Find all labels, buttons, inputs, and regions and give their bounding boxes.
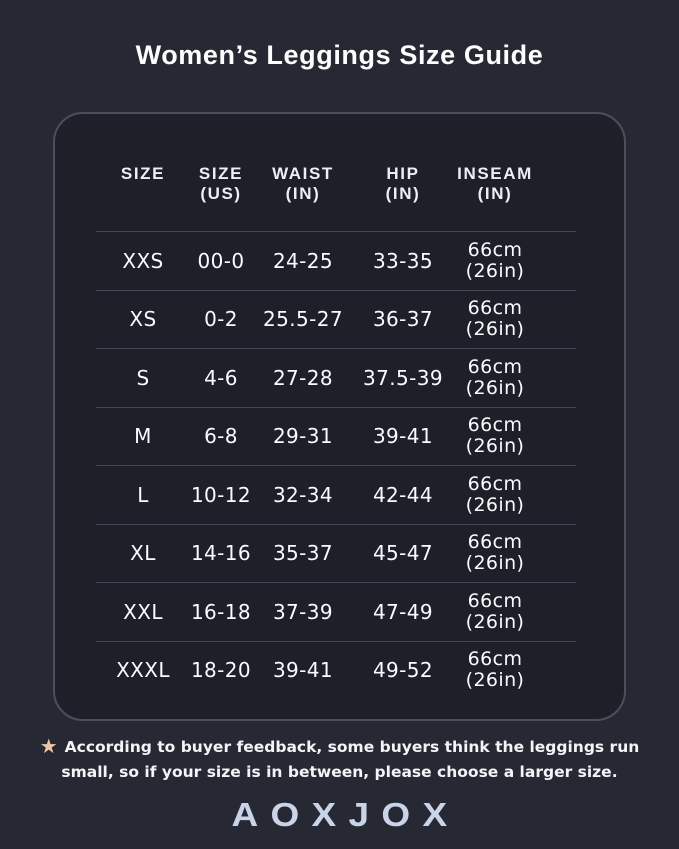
brand-logo-text: AOXJOX — [231, 796, 460, 833]
table-row — [96, 582, 576, 641]
table-row — [96, 231, 576, 290]
inseam-in: (26in) — [465, 669, 525, 692]
inseam-in: (26in) — [465, 435, 525, 458]
waist-cell: 32-34 — [272, 482, 334, 507]
size-cell: L — [137, 482, 149, 507]
table-row — [96, 465, 576, 524]
size-us-cell: 16-18 — [190, 599, 252, 624]
inseam-cm: 66cm — [467, 531, 523, 554]
table-row — [96, 290, 576, 349]
table-row — [96, 348, 576, 407]
size-us-cell: 00-0 — [197, 248, 245, 273]
inseam-cell — [452, 591, 538, 633]
size-us-cell: 4-6 — [204, 365, 238, 390]
hip-cell: 37.5-39 — [363, 365, 443, 390]
header-line: (US) — [200, 184, 242, 203]
waist-cell: 29-31 — [272, 424, 334, 449]
footnote — [19, 734, 661, 785]
size-table — [96, 114, 576, 699]
waist-cell: 39-41 — [272, 658, 334, 683]
waist-cell: 24-25 — [272, 248, 334, 273]
footnote-text: According to buyer feedback, some buyers think the leggings run small, so if your size is in between, please choose a larger size. — [61, 738, 640, 781]
header-inseam — [452, 164, 538, 204]
size-us-cell: 0-2 — [204, 307, 238, 332]
header-line: (IN) — [477, 184, 513, 203]
page-title: Women’s Leggings Size Guide — [135, 40, 544, 70]
size-cell: XXL — [123, 599, 163, 624]
inseam-cell — [452, 532, 538, 574]
size-cell: XXXL — [116, 658, 170, 683]
table-row — [96, 641, 576, 700]
table-header — [96, 114, 576, 231]
hip-cell: 33-35 — [372, 248, 434, 273]
header-line: SIZE — [120, 164, 166, 183]
inseam-cm: 66cm — [467, 414, 523, 437]
inseam-cell — [452, 240, 538, 282]
inseam-in: (26in) — [465, 318, 525, 341]
table-row — [96, 524, 576, 583]
header-hip — [354, 164, 452, 204]
waist-cell: 37-39 — [272, 599, 334, 624]
inseam-cm: 66cm — [467, 355, 523, 378]
size-cell: XL — [130, 541, 156, 566]
hip-cell: 45-47 — [372, 541, 434, 566]
inseam-cm: 66cm — [467, 238, 523, 261]
header-size-us — [190, 164, 252, 204]
waist-cell: 25.5-27 — [263, 307, 343, 332]
hip-cell: 42-44 — [372, 482, 434, 507]
table-row — [96, 407, 576, 466]
star-icon: ★ — [39, 734, 58, 758]
inseam-in: (26in) — [465, 552, 525, 575]
inseam-cell — [452, 415, 538, 457]
header-line: HIP — [386, 164, 420, 183]
inseam-cell — [452, 357, 538, 399]
size-cell: XS — [129, 307, 157, 332]
waist-cell: 27-28 — [272, 365, 334, 390]
size-cell: XXS — [122, 248, 164, 273]
hip-cell: 39-41 — [372, 424, 434, 449]
inseam-cell — [452, 298, 538, 340]
inseam-in: (26in) — [465, 376, 525, 399]
header-line: WAIST — [272, 164, 334, 183]
hip-cell: 49-52 — [372, 658, 434, 683]
waist-cell: 35-37 — [272, 541, 334, 566]
brand-logo — [0, 796, 679, 834]
header-waist — [252, 164, 354, 204]
size-table-card — [53, 112, 626, 721]
header-line: (IN) — [285, 184, 321, 203]
inseam-cell — [452, 474, 538, 516]
size-cell: S — [136, 365, 150, 390]
size-cell: M — [134, 424, 152, 449]
size-us-cell: 6-8 — [204, 424, 238, 449]
size-us-cell: 14-16 — [190, 541, 252, 566]
header-size — [96, 164, 190, 184]
inseam-cm: 66cm — [467, 648, 523, 671]
header-line: INSEAM — [457, 164, 533, 183]
inseam-cell — [452, 649, 538, 691]
hip-cell: 47-49 — [372, 599, 434, 624]
inseam-cm: 66cm — [467, 472, 523, 495]
inseam-cm: 66cm — [467, 297, 523, 320]
size-us-cell: 18-20 — [190, 658, 252, 683]
size-us-cell: 10-12 — [190, 482, 252, 507]
inseam-in: (26in) — [465, 610, 525, 633]
header-line: (IN) — [385, 184, 421, 203]
inseam-in: (26in) — [465, 493, 525, 516]
inseam-cm: 66cm — [467, 589, 523, 612]
header-line: SIZE — [198, 164, 244, 183]
inseam-in: (26in) — [465, 259, 525, 282]
hip-cell: 36-37 — [372, 307, 434, 332]
